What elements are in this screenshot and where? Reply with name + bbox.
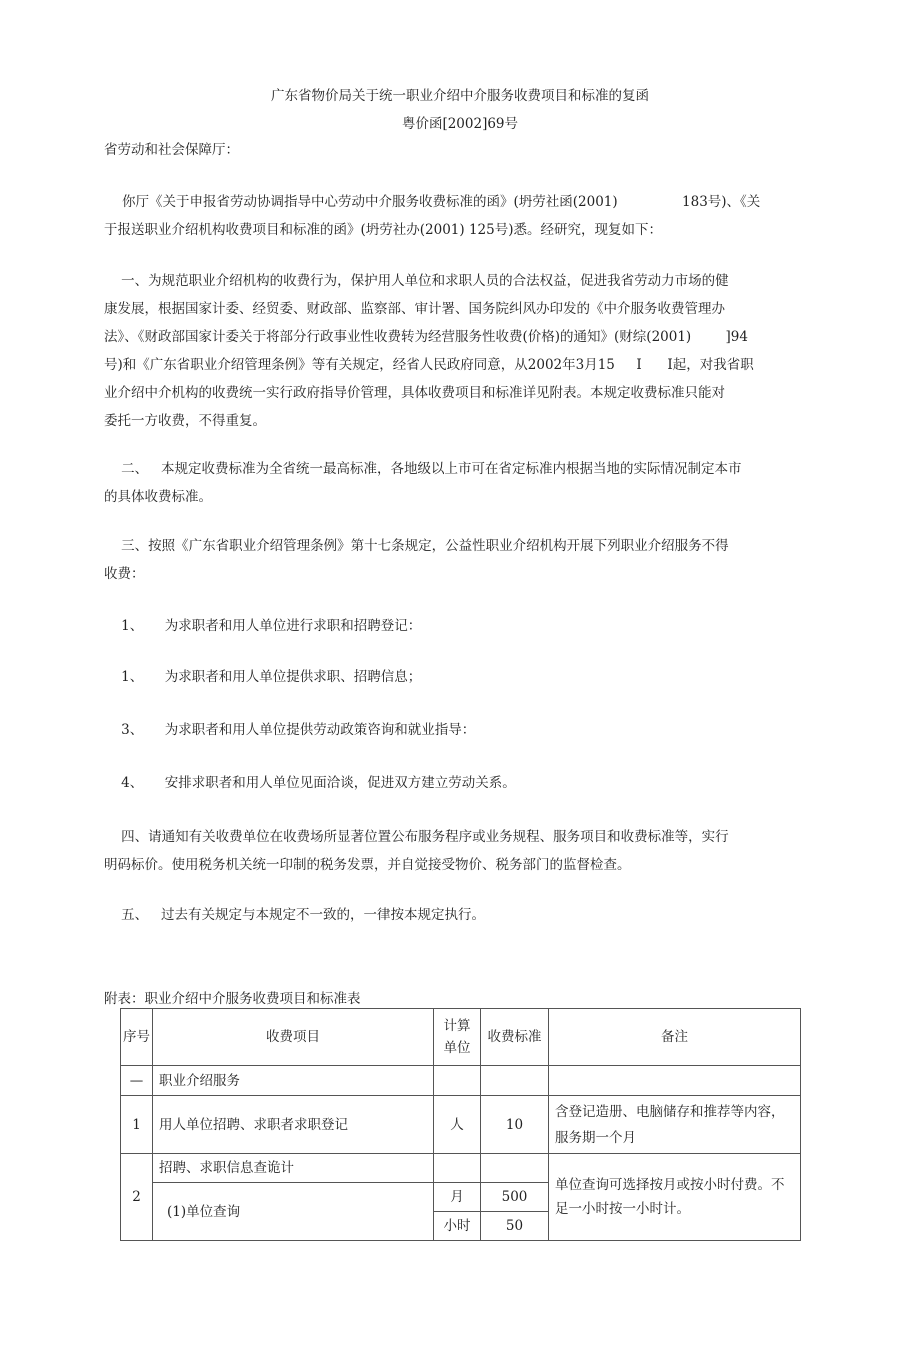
fee-table — [120, 1008, 801, 1241]
paragraph-line: 你厅《关于申报省劳动协调指导中心劳动中介服务收费标准的函》(坍劳社函(2001) 183号)、《关 — [122, 194, 761, 210]
paragraph-line: 一、为规范职业介绍机构的收费行为，保护用人单位和求职人员的合法权益，促进我省劳动力市场的健 — [104, 273, 729, 289]
table-row — [121, 1096, 801, 1154]
header-note: 备注 — [549, 1009, 801, 1066]
paragraph-line: 二、 本规定收费标准为全省统一最高标准，各地级以上市可在省定标准内根据当地的实际情况制定本市 — [104, 461, 742, 477]
paragraph-line: 四、请通知有关收费单位在收费场所显著位置公布服务程序或业务规程、服务项目和收费标准等，实行 — [104, 829, 729, 845]
cell-unit: 人 — [434, 1096, 481, 1154]
table-row — [121, 1066, 801, 1096]
header-fee: 收费标准 — [481, 1009, 549, 1066]
cell-unit: 月 — [434, 1183, 481, 1212]
cell-fee: 50 — [481, 1212, 549, 1241]
header-unit: 计算单位 — [434, 1009, 481, 1066]
addressee: 省劳动和社会保障厅： — [104, 142, 239, 158]
paragraph-line: 明码标价。使用税务机关统一印制的税务发票，并自觉接受物价、税务部门的监督检查。 — [104, 857, 631, 873]
paragraph-line: 于报送职业介绍机构收费项目和标准的函》(坍劳社办(2001) 125号)悉。经研究，现复如下： — [104, 222, 662, 238]
cell-sub-item: (1)单位查询 — [153, 1183, 434, 1241]
table-caption: 附表：职业介绍中介服务收费项目和标准表 — [104, 991, 361, 1007]
document-number: 粤价函[2002]69号 — [401, 116, 519, 132]
paragraph-line: 1、 为求职者和用人单位提供求职、招聘信息； — [104, 669, 422, 685]
cell-no: 2 — [121, 1154, 153, 1241]
paragraph-line: 康发展，根据国家计委、经贸委、财政部、监察部、审计署、国务院纠风办印发的《中介服务收费管理办 — [104, 301, 725, 317]
paragraph-line: 业介绍中介机构的收费统一实行政府指导价管理，具体收费项目和标准详见附表。本规定收费标准只能对 — [104, 385, 725, 401]
table-row — [121, 1154, 801, 1183]
cell-note: 单位查询可选择按月或按小时付费。不足一小时按一小时计。 — [549, 1154, 801, 1241]
paragraph-line: 1、 为求职者和用人单位进行求职和招聘登记： — [104, 618, 422, 634]
header-item: 收费项目 — [153, 1009, 434, 1066]
paragraph-line: 五、 过去有关规定与本规定不一致的，一律按本规定执行。 — [104, 907, 486, 923]
cell-item: 职业介绍服务 — [153, 1066, 434, 1096]
paragraph-line: 收费： — [104, 566, 145, 582]
cell-item: 招聘、求职信息查诡计 — [153, 1154, 434, 1183]
paragraph-line: 3、 为求职者和用人单位提供劳动政策咨询和就业指导： — [104, 722, 476, 738]
cell-no: 1 — [121, 1096, 153, 1154]
cell-unit: 小时 — [434, 1212, 481, 1241]
paragraph-line: 4、 安排求职者和用人单位见面洽谈，促进双方建立劳动关系。 — [104, 775, 516, 791]
cell-no: — — [121, 1066, 153, 1096]
paragraph-line: 的具体收费标准。 — [104, 489, 212, 505]
paragraph-line: 号)和《广东省职业介绍管理条例》等有关规定，经省人民政府同意，从2002年3月15 I I起，对我省职 — [104, 357, 754, 373]
cell-fee: 500 — [481, 1183, 549, 1212]
cell-note: 含登记造册、电脑储存和推荐等内容， 服务期一个月 — [549, 1096, 801, 1154]
paragraph-line: 三、按照《广东省职业介绍管理条例》第十七条规定，公益性职业介绍机构开展下列职业介绍服务不得 — [104, 538, 729, 554]
cell-item: 用人单位招聘、求职者求职登记 — [153, 1096, 434, 1154]
paragraph-line: 委托一方收费，不得重复。 — [104, 413, 266, 429]
cell-fee: 10 — [481, 1096, 549, 1154]
header-no: 序号 — [121, 1009, 153, 1066]
paragraph-line: 法》、《财政部国家计委关于将部分行政事业性收费转为经营服务性收费(价格)的通知》(财综(2001) ]94 — [104, 329, 748, 345]
document-title: 广东省物价局关于统一职业介绍中介服务收费项目和标准的复函 — [271, 88, 649, 104]
